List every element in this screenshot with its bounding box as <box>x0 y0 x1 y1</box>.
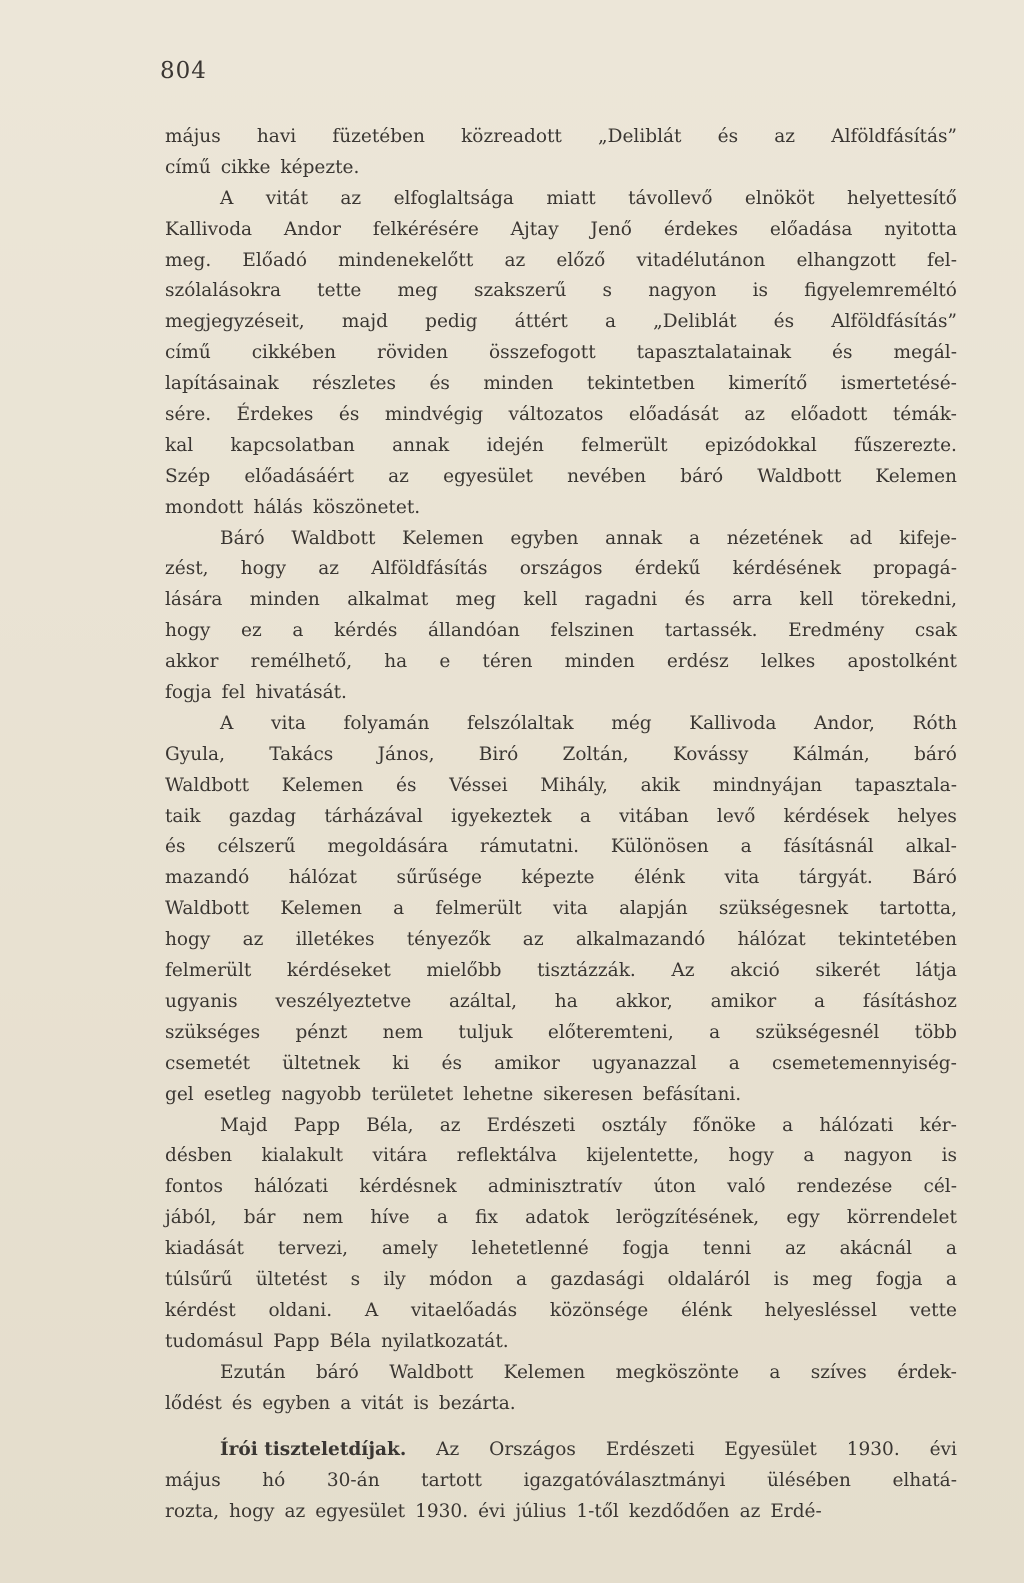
paragraph <box>165 1111 957 1358</box>
text-line: sére. Érdekes és mindvégig változatos előadását az előadott témák- <box>165 404 957 426</box>
text-line: és célszerű megoldására rámutatni. Különösen a fásításnál alkal- <box>165 836 957 858</box>
text-line: Majd Papp Béla, az Erdészeti osztály főnöke a hálózati kér- <box>220 1114 957 1136</box>
text-line: rozta, hogy az egyesület 1930. évi július 1-től kezdődően az Erdé- <box>165 1501 822 1523</box>
text-line: fontos hálózati kérdésnek adminisztratív úton való rendezése cél- <box>165 1176 957 1198</box>
text-line: Báró Waldbott Kelemen egyben annak a nézetének ad kifeje- <box>220 527 957 549</box>
text-line: jából, bár nem híve a fix adatok lerögzítésének, egy körrendelet <box>165 1207 957 1229</box>
text-line: taik gazdag tárházával igyekeztek a vitában levő kérdések helyes <box>165 805 957 827</box>
paragraph <box>165 709 957 1111</box>
text-line: május hó 30-án tartott igazgatóválasztmányi ülésében elhatá- <box>165 1470 957 1492</box>
text-line: május havi füzetében közreadott „Deliblát és az Alföldfásítás” <box>165 126 957 147</box>
text-line: című cikkében röviden összefogott tapasztalatainak és megál- <box>165 342 957 364</box>
text-line: A vita folyamán felszólaltak még Kallivoda Andor, Róth <box>220 712 957 734</box>
text-line: désben kialakult vitára reflektálva kijelentette, hogy a nagyon is <box>165 1145 957 1167</box>
text-line: túlsűrű ültetést s ily módon a gazdasági oldaláról is meg fogja a <box>165 1268 957 1290</box>
text-line: Írói tiszteletdíjak. Az Országos Erdészeti Egyesület 1930. évi <box>165 1435 957 1466</box>
text-line: ugyanis veszélyeztetve azáltal, ha akkor, amikor a fásításhoz <box>165 990 957 1012</box>
paragraph <box>165 184 957 524</box>
text-line: kal kapcsolatban annak idején felmerült epizódokkal fűszerezte. <box>165 434 957 456</box>
page-number: 804 <box>160 58 207 84</box>
text-line: gel esetleg nagyobb területet lehetne sikeresen befásítani. <box>165 1083 742 1105</box>
text-line: meg. Előadó mindenekelőtt az előző vitadélutánon elhangzott fel- <box>165 249 957 271</box>
text-line: Kallivoda Andor felkérésére Ajtay Jenő érdekes előadása nyitotta <box>165 218 957 240</box>
text-line: tudomásul Papp Béla nyilatkozatát. <box>165 1330 509 1352</box>
text-line: zést, hogy az Alföldfásítás országos érdekű kérdésének propagá- <box>165 558 957 580</box>
text-line: mazandó hálózat sűrűsége képezte élénk vita tárgyát. Báró <box>165 867 957 889</box>
paragraph <box>165 122 957 184</box>
paragraph <box>165 1358 957 1420</box>
text-line: lapításainak részletes és minden tekintetben kimerítő ismertetésé- <box>165 373 957 395</box>
text-line: kérdést oldani. A vitaelőadás közönsége élénk helyesléssel vette <box>165 1299 957 1321</box>
text-line: Ezután báró Waldbott Kelemen megköszönte a szíves érdek- <box>220 1361 957 1383</box>
text-line: Waldbott Kelemen és Véssei Mihály, akik mindnyájan tapasztala- <box>165 774 957 796</box>
text-line: kiadását tervezi, amely lehetetlenné fogja tenni az akácnál a <box>165 1238 957 1260</box>
text-line: Waldbott Kelemen a felmerült vita alapján szükségesnek tartotta, <box>165 898 957 920</box>
text-line: akkor remélhető, ha e téren minden erdész lelkes apostolként <box>165 651 957 673</box>
text-line: című cikke képezte. <box>165 156 360 178</box>
text-line: megjegyzéseit, majd pedig áttért a „Deliblát és Alföldfásítás” <box>165 311 957 333</box>
section-gap <box>165 1419 957 1435</box>
text-line: Gyula, Takács János, Biró Zoltán, Kovássy Kálmán, báró <box>165 743 957 765</box>
body-text <box>165 122 957 1528</box>
text-line: felmerült kérdéseket mielőbb tisztázzák. Az akció sikerét látja <box>165 960 957 982</box>
text-line: szükséges pénzt nem tuljuk előteremteni, a szükségesnél több <box>165 1021 957 1043</box>
text-line: csemetét ültetnek ki és amikor ugyanazzal a csemetemennyiség- <box>165 1052 957 1074</box>
text-line: lására minden alkalmat meg kell ragadni és arra kell törekedni, <box>165 589 957 611</box>
paragraph <box>165 524 957 709</box>
text-line: mondott hálás köszönetet. <box>165 496 421 518</box>
text-line: lődést és egyben a vitát is bezárta. <box>165 1392 516 1414</box>
section-paragraph <box>165 1435 957 1528</box>
text-line: szólalásokra tette meg szakszerű s nagyon is figyelemreméltó <box>165 280 957 302</box>
text-line: A vitát az elfoglaltsága miatt távollevő elnököt helyettesítő <box>220 187 957 209</box>
text-line: fogja fel hivatását. <box>165 682 347 704</box>
text-line: hogy az illetékes tényezők az alkalmazandó hálózat tekintetében <box>165 929 957 951</box>
section-heading: Írói tiszteletdíjak. <box>220 1439 407 1461</box>
text-line: Szép előadásáért az egyesület nevében báró Waldbott Kelemen <box>165 465 957 487</box>
text-line: hogy ez a kérdés állandóan felszinen tartassék. Eredmény csak <box>165 620 957 642</box>
